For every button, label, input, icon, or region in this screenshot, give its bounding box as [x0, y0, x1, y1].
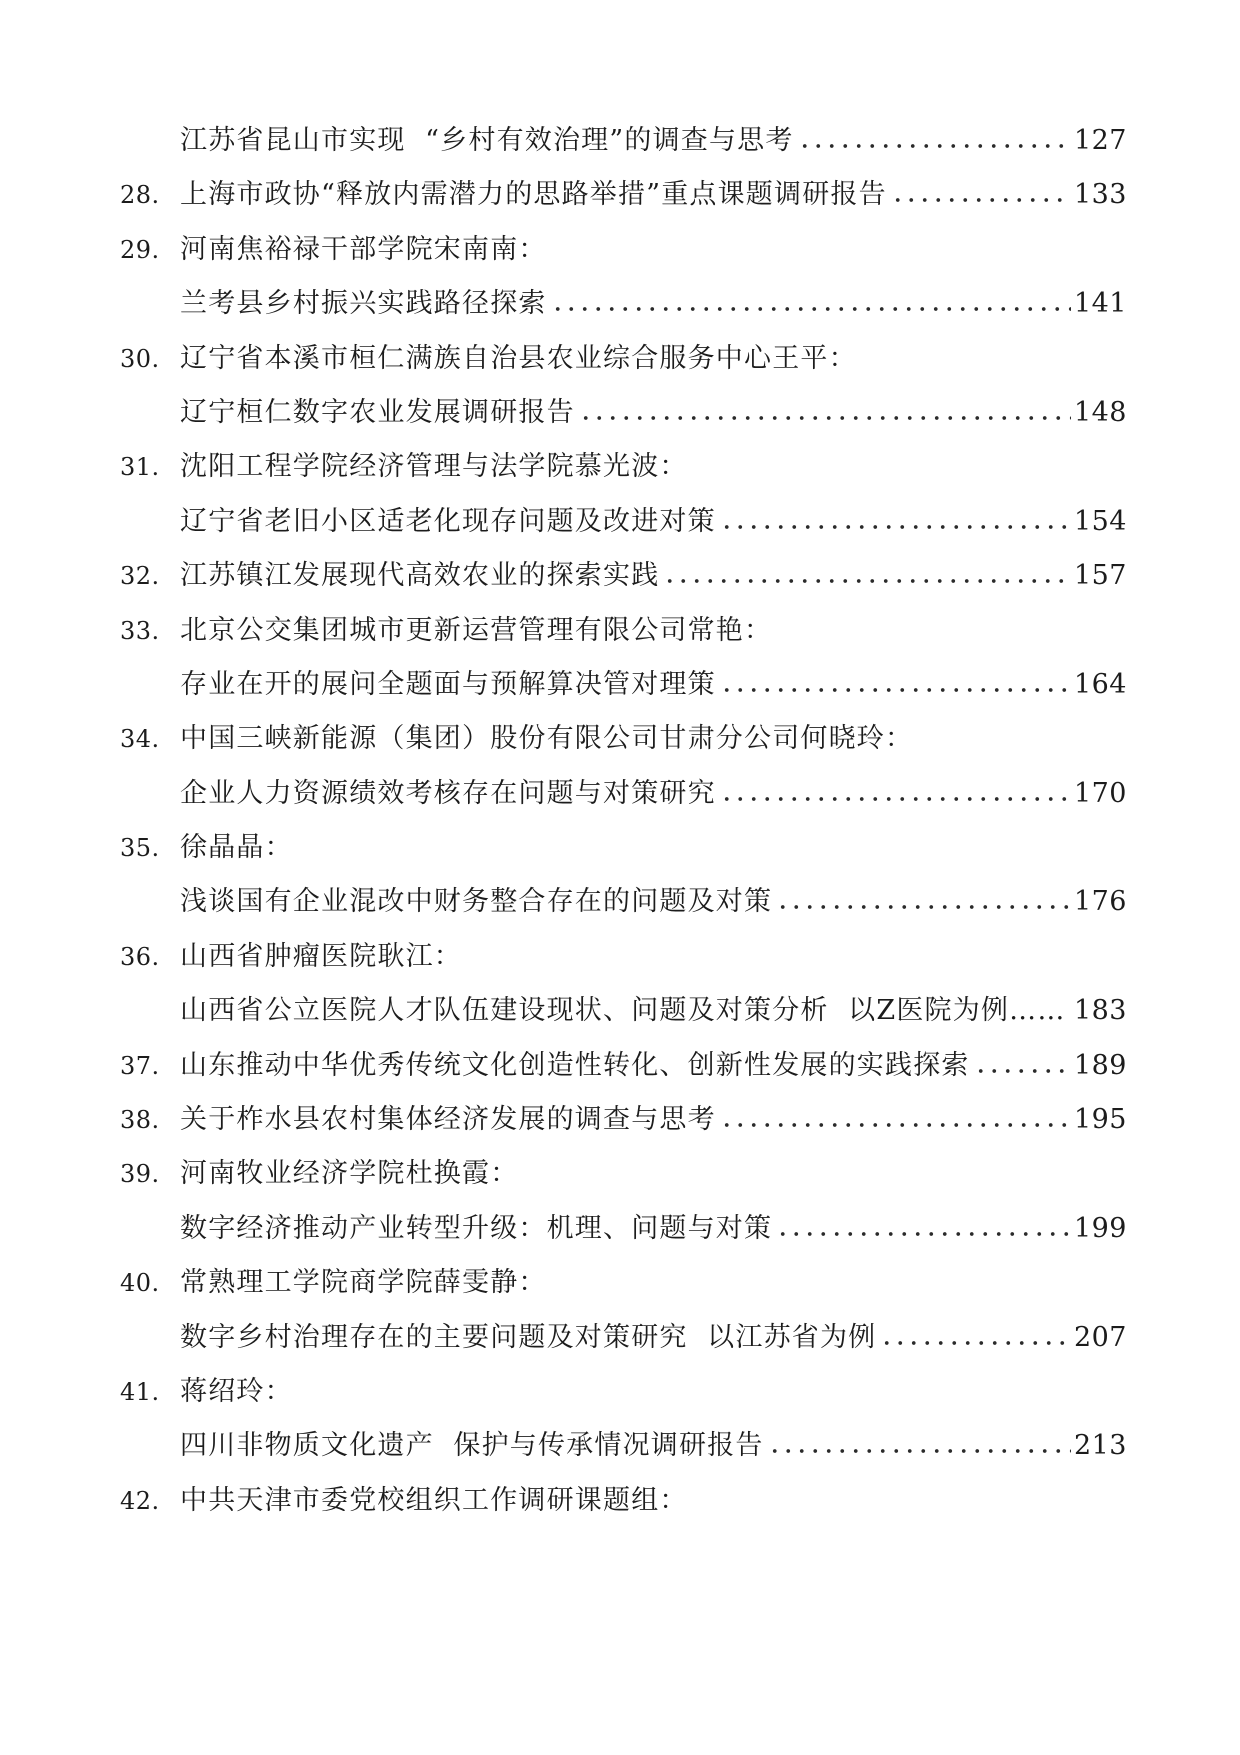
entry-page-number: 133	[1073, 179, 1127, 211]
toc-entry	[0, 1256, 1240, 1310]
entry-page-number: 141	[1073, 288, 1127, 320]
entry-number: 28.	[120, 181, 160, 210]
entry-author: 中国三峡新能源（集团）股份有限公司甘肃分公司何晓玲：	[180, 723, 914, 755]
entry-number: 33.	[120, 616, 160, 645]
entry-page-number: 176	[1073, 886, 1127, 918]
entry-number: 30.	[120, 344, 160, 373]
toc-entry	[0, 767, 1240, 821]
entry-title: 四川非物质文化遗产 保护与传承情况调研报告	[180, 1430, 764, 1462]
entry-author: 河南牧业经济学院杜换霞：	[180, 1158, 519, 1190]
entry-author: 山西省肿瘤医院耿江：	[180, 940, 462, 972]
leader-dots	[551, 294, 1071, 312]
leader-dots	[891, 185, 1071, 203]
entry-number: 29.	[120, 235, 160, 264]
toc-entry	[0, 1419, 1240, 1473]
toc-entry	[0, 332, 1240, 386]
entry-number: 40.	[120, 1269, 160, 1298]
toc-entry	[0, 984, 1240, 1038]
leader-dots	[579, 403, 1071, 421]
toc-entry	[0, 1202, 1240, 1256]
entry-author: 辽宁省本溪市桓仁满族自治县农业综合服务中心王平：	[180, 342, 857, 374]
entry-number: 34.	[120, 725, 160, 754]
entry-title: 山西省公立医院人才队伍建设现状、问题及对策分析 以Z医院为例……	[180, 995, 1066, 1027]
leader-dots	[798, 131, 1071, 149]
entry-page-number: 183	[1073, 995, 1127, 1027]
entry-author: 北京公交集团城市更新运营管理有限公司常艳：	[180, 614, 773, 646]
entry-title: 兰考县乡村振兴实践路径探索	[180, 288, 547, 320]
entry-number: 36.	[120, 942, 160, 971]
toc-entry	[0, 1039, 1240, 1093]
entry-number: 31.	[120, 453, 160, 482]
toc-entry	[0, 712, 1240, 766]
entry-author: 沈阳工程学院经济管理与法学院慕光波：	[180, 451, 688, 483]
leader-dots	[1070, 1001, 1071, 1019]
entry-number: 39.	[120, 1160, 160, 1189]
entry-page-number: 213	[1073, 1430, 1127, 1462]
entry-author: 常熟理工学院商学院薛雯静：	[180, 1267, 547, 1299]
entry-title: 上海市政协“释放内需潜力的思路举措”重点课题调研报告	[180, 179, 887, 211]
toc-entry	[0, 223, 1240, 277]
toc-entry	[0, 821, 1240, 875]
leader-dots	[720, 512, 1071, 530]
entry-title: 辽宁桓仁数字农业发展调研报告	[180, 396, 575, 428]
entry-author: 徐晶晶：	[180, 832, 293, 864]
entry-number: 35.	[120, 834, 160, 863]
entry-author: 蒋绍玲：	[180, 1375, 293, 1407]
toc-entry	[0, 549, 1240, 603]
entry-title: 数字经济推动产业转型升级：机理、问题与对策	[180, 1212, 773, 1244]
leader-dots	[768, 1436, 1071, 1454]
entry-number: 37.	[120, 1051, 160, 1080]
leader-dots	[974, 1056, 1071, 1074]
toc-entry	[0, 1093, 1240, 1147]
entry-title: 关于柞水县农村集体经济发展的调查与思考	[180, 1104, 716, 1136]
entry-page-number: 195	[1073, 1104, 1127, 1136]
entry-number: 32.	[120, 562, 160, 591]
toc-entry	[0, 440, 1240, 494]
toc-entry	[0, 1474, 1240, 1528]
entry-page-number: 164	[1073, 668, 1127, 700]
entry-page-number: 127	[1073, 125, 1127, 156]
entry-title: 辽宁省老旧小区适老化现存问题及改进对策	[180, 505, 716, 537]
table-of-contents	[0, 114, 1240, 1528]
leader-dots	[720, 1110, 1071, 1128]
toc-entry	[0, 168, 1240, 222]
toc-entry	[0, 1365, 1240, 1419]
entry-title: 山东推动中华优秀传统文化创造性转化、创新性发展的实践探索	[180, 1049, 970, 1081]
entry-title: 江苏镇江发展现代高效农业的探索实践	[180, 560, 660, 592]
entry-title: 浅谈国有企业混改中财务整合存在的问题及对策	[180, 886, 773, 918]
leader-dots	[720, 675, 1071, 693]
toc-entry	[0, 875, 1240, 929]
entry-title: 存业在开的展问全题面与预解算决管对理策	[180, 668, 716, 700]
entry-title: 江苏省昆山市实现 “乡村有效治理”的调查与思考	[180, 125, 794, 156]
toc-entry	[0, 386, 1240, 440]
toc-entry	[0, 114, 1240, 168]
entry-author: 河南焦裕禄干部学院宋南南：	[180, 233, 547, 265]
entry-title: 数字乡村治理存在的主要问题及对策研究 以江苏省为例	[180, 1321, 877, 1353]
toc-entry	[0, 604, 1240, 658]
toc-entry	[0, 495, 1240, 549]
entry-author: 中共天津市委党校组织工作调研课题组：	[180, 1484, 688, 1516]
toc-entry	[0, 930, 1240, 984]
toc-entry	[0, 1311, 1240, 1365]
entry-page-number: 157	[1073, 560, 1127, 592]
entry-page-number: 154	[1073, 505, 1127, 537]
entry-page-number: 199	[1073, 1212, 1127, 1244]
leader-dots	[663, 566, 1071, 584]
entry-page-number: 148	[1073, 396, 1127, 428]
toc-entry	[0, 277, 1240, 331]
entry-page-number: 170	[1073, 777, 1127, 809]
entry-page-number: 207	[1073, 1321, 1127, 1353]
entry-title: 企业人力资源绩效考核存在问题与对策研究	[180, 777, 716, 809]
entry-number: 42.	[120, 1486, 160, 1515]
leader-dots	[776, 1219, 1071, 1237]
entry-number: 38.	[120, 1106, 160, 1135]
leader-dots	[720, 784, 1071, 802]
leader-dots	[880, 1328, 1071, 1346]
entry-number: 41.	[120, 1377, 160, 1406]
entry-page-number: 189	[1073, 1049, 1127, 1081]
toc-entry	[0, 1147, 1240, 1201]
leader-dots	[776, 892, 1071, 910]
toc-entry	[0, 658, 1240, 712]
